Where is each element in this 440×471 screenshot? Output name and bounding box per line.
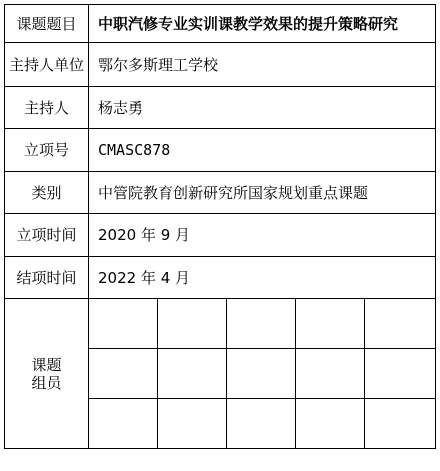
members-label-line-2: 组员 [31, 373, 62, 392]
member-cell [227, 349, 296, 399]
host-person-value: 杨志勇 [89, 87, 436, 129]
member-cell [158, 399, 227, 449]
project-number-value: CMASC878 [89, 129, 436, 172]
row-project-title [5, 5, 436, 43]
end-date-label: 结项时间 [5, 257, 89, 299]
host-unit-value: 鄂尔多斯理工学校 [89, 43, 436, 87]
project-title-label: 课题题目 [5, 5, 89, 43]
category-label: 类别 [5, 172, 89, 214]
row-host-unit [5, 43, 436, 87]
row-category [5, 172, 436, 214]
host-person-label: 主持人 [5, 87, 89, 129]
member-cell [89, 399, 158, 449]
member-cell [296, 399, 365, 449]
members-label-line-1: 课题 [31, 355, 62, 374]
project-number-label: 立项号 [5, 129, 89, 172]
member-cell [89, 349, 158, 399]
row-project-number [5, 129, 436, 172]
member-cell [89, 299, 158, 349]
member-cell [158, 299, 227, 349]
host-unit-label: 主持人单位 [5, 43, 89, 87]
start-date-value: 2020 年 9 月 [89, 214, 436, 257]
row-host-person [5, 87, 436, 129]
row-end-date [5, 257, 436, 299]
category-value: 中管院教育创新研究所国家规划重点课题 [89, 172, 436, 214]
member-cell [365, 299, 436, 349]
member-cell [227, 299, 296, 349]
members-row-1 [5, 299, 436, 349]
members-label [5, 299, 89, 449]
start-date-label: 立项时间 [5, 214, 89, 257]
member-cell [296, 299, 365, 349]
member-cell [158, 349, 227, 399]
end-date-value: 2022 年 4 月 [89, 257, 436, 299]
member-cell [365, 349, 436, 399]
member-cell [365, 399, 436, 449]
project-info-table [4, 4, 436, 449]
project-title-value: 中职汽修专业实训课教学效果的提升策略研究 [89, 5, 436, 43]
member-cell [296, 349, 365, 399]
row-start-date [5, 214, 436, 257]
member-cell [227, 399, 296, 449]
